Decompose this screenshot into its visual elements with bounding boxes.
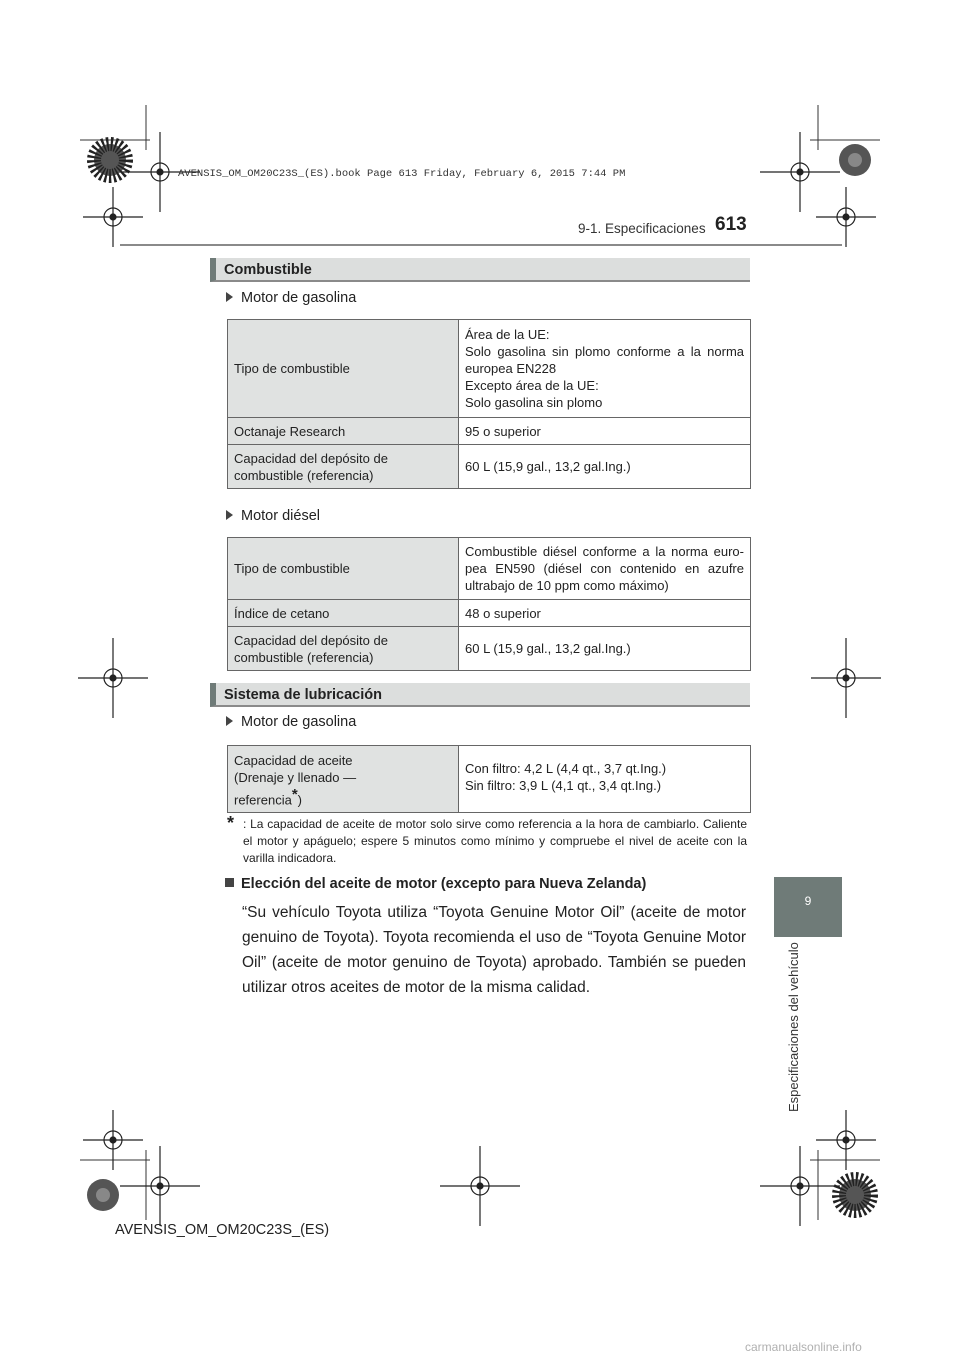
- subheading-gasoline: Motor de gasolina: [226, 290, 356, 306]
- section-header: 9-1. Especificaciones: [578, 221, 706, 236]
- chapter-tab: [774, 877, 842, 937]
- table-row: [228, 445, 751, 489]
- oil-capacity-table: [227, 745, 751, 813]
- table-key: Capacidad de aceite (Drenaje y llenado — referencia*): [228, 746, 459, 813]
- triangle-bullet-icon: [226, 292, 233, 302]
- document-code: AVENSIS_OM_OM20C23S_(ES): [115, 1222, 330, 1238]
- chapter-number: 9: [804, 894, 812, 908]
- footnote-mark: *: [227, 813, 235, 833]
- triangle-bullet-icon: [226, 716, 233, 726]
- table-row: [228, 627, 751, 671]
- table-value: 60 L (15,9 gal., 13,2 gal.Ing.): [459, 627, 751, 671]
- section-lubricacion: [210, 683, 750, 707]
- table-key: Capacidad del depósito de combustible (referencia): [228, 445, 459, 489]
- table-key: Capacidad del depósito de combustible (referencia): [228, 627, 459, 671]
- triangle-bullet-icon: [226, 510, 233, 520]
- table-value: Combustible diésel conforme a la norma euro-pea EN590 (diésel con contenido en azufre ultrabajo de 10 ppm como máximo): [459, 538, 751, 600]
- section-title: Sistema de lubricación: [224, 687, 382, 703]
- table-row: [228, 418, 751, 445]
- footnote-mark: *: [291, 786, 298, 803]
- header-rule: [120, 244, 842, 246]
- table-key: Octanaje Research: [228, 418, 459, 445]
- subheading-diesel: Motor diésel: [226, 508, 320, 524]
- footnote-text: : La capacidad de aceite de motor solo sirve como referencia a la hora de cambiarlo. Caliente el motor y apáguelo; espere 5 minutos como mínimo y compruebe el nivel de aceite con la varilla indicadora.: [243, 817, 747, 865]
- square-bullet-icon: [225, 878, 234, 887]
- table-value: Con filtro: 4,2 L (4,4 qt., 3,7 qt.Ing.) Sin filtro: 3,9 L (4,1 qt., 3,4 qt.Ing.): [459, 746, 751, 813]
- table-row: [228, 320, 751, 418]
- chapter-title: Especificaciones del vehículo: [786, 942, 801, 1112]
- book-info-line: AVENSIS_OM_OM20C23S_(ES).book Page 613 Friday, February 6, 2015 7:44 PM: [178, 168, 626, 180]
- table-key: Índice de cetano: [228, 600, 459, 627]
- table-value: 48 o superior: [459, 600, 751, 627]
- table-row: [228, 600, 751, 627]
- page-number: 613: [715, 214, 747, 235]
- diesel-fuel-table: [227, 537, 751, 671]
- table-key: Tipo de combustible: [228, 538, 459, 600]
- subheading-gasoline-oil: Motor de gasolina: [226, 714, 356, 730]
- table-value: 60 L (15,9 gal., 13,2 gal.Ing.): [459, 445, 751, 489]
- table-key: Tipo de combustible: [228, 320, 459, 418]
- section-combustible: [210, 258, 750, 282]
- table-row: [228, 746, 751, 813]
- oil-choice-heading: Elección del aceite de motor (excepto para Nueva Zelanda): [225, 876, 646, 892]
- gasoline-fuel-table: [227, 319, 751, 489]
- table-value: 95 o superior: [459, 418, 751, 445]
- watermark: carmanualsonline.info: [745, 1340, 862, 1354]
- footnote: [227, 813, 747, 867]
- oil-choice-paragraph: “Su vehículo Toyota utiliza “Toyota Genuine Motor Oil” (aceite de motor genuino de Toyota). Toyota recomienda el uso de “Toyota Genuine Motor Oil” (aceite de motor genuino de Toyota) aprobado. También se pueden utilizar otros aceites de motor de la misma calidad.: [242, 904, 746, 996]
- section-title: Combustible: [224, 262, 312, 278]
- table-value: Área de la UE: Solo gasolina sin plomo conforme a la norma europea EN228 Excepto área de la UE: Solo gasolina sin plomo: [459, 320, 751, 418]
- table-row: [228, 538, 751, 600]
